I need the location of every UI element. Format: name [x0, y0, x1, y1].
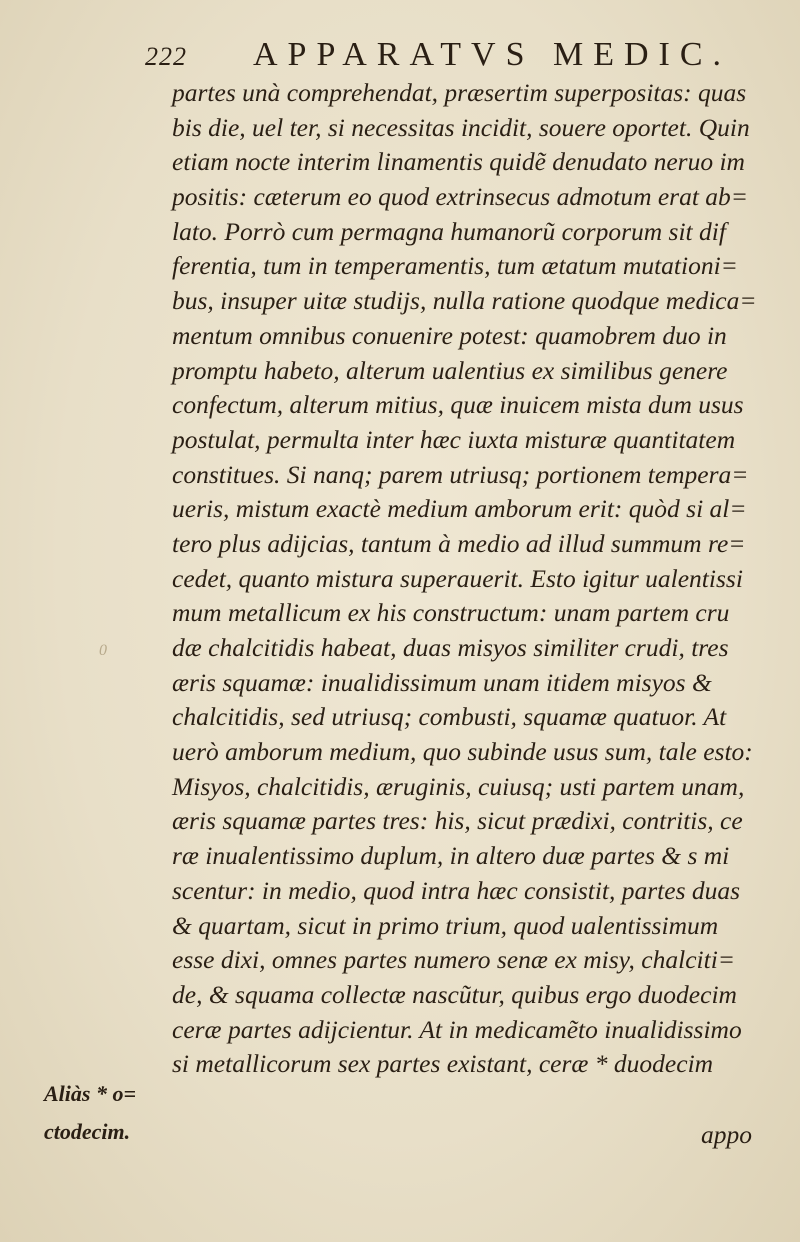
text-line: Misyos, chalcitidis, æruginis, cuiusq; usti partem unam,	[172, 771, 745, 801]
text-line: postulat, permulta inter hæc iuxta misturæ quantitatem	[172, 424, 736, 454]
text-line: confectum, alterum mitius, quæ inuicem mista dum usus	[172, 390, 744, 420]
text-line: mentum omnibus conuenire potest: quamobrem duo in	[172, 320, 727, 350]
text-line: esse dixi, omnes partes numero senæ ex misy, chalciti=	[172, 945, 735, 975]
text-line: constitues. Si nanq; parem utriusq; portionem tempera=	[172, 459, 749, 489]
text-line: æris squamæ partes tres: his, sicut prædixi, contritis, ce	[172, 806, 743, 836]
text-line: promptu habeto, alterum ualentius ex similibus genere	[172, 355, 728, 385]
text-line: etiam nocte interim linamentis quidẽ denudato neruo im	[172, 147, 745, 177]
text-line: uerò amborum medium, quo subinde usus sum, tale esto:	[172, 737, 753, 767]
text-line: lato. Porrò cum permagna humanorũ corporum sit dif	[172, 216, 726, 246]
margin-note: ctodecim.	[44, 1119, 131, 1144]
text-line: scentur: in medio, quod intra hæc consistit, partes duas	[172, 875, 741, 905]
catchword: appo	[701, 1120, 752, 1149]
text-line: ræ inualentissimo duplum, in altero duæ partes & s mi	[172, 841, 730, 871]
text-line: & quartam, sicut in primo trium, quod ualentissimum	[172, 910, 719, 940]
text-line: cedet, quanto mistura superauerit. Esto igitur ualentissi	[172, 563, 743, 593]
text-line: æris squamæ: inualidissimum unam itidem misyos &	[172, 667, 712, 697]
text-line: mum metallicum ex his constructum: unam partem cru	[172, 598, 730, 628]
text-line: bus, insuper uitæ studijs, nulla ratione quodque medica=	[172, 286, 757, 316]
text-line: bis die, uel ter, si necessitas incidit, souere oportet. Quin	[172, 112, 750, 142]
text-line: de, & squama collectæ nascũtur, quibus ergo duodecim	[172, 979, 737, 1009]
stray-mark: 0	[99, 642, 107, 659]
text-line: dæ chalcitidis habeat, duas misyos similiter crudi, tres	[172, 633, 729, 662]
body-text	[172, 76, 762, 1082]
text-line: tero plus adijcias, tantum à medio ad illud summum re=	[172, 528, 746, 558]
text-line: positis: cæterum eo quod extrinsecus admotum erat ab=	[172, 182, 749, 212]
running-title: APPARATVS MEDIC.	[253, 36, 732, 73]
page-header	[145, 32, 760, 76]
margin-note: Aliàs * o=	[44, 1081, 136, 1106]
text-line: ueris, mistum exactè medium amborum erit: quòd si al=	[172, 494, 747, 524]
text-line: si metallicorum sex partes existant, ceræ * duodecim	[172, 1049, 714, 1079]
text-line: ceræ partes adijcientur. At in medicamẽto inualidissimo	[172, 1014, 742, 1044]
text-line: partes unà comprehendat, præsertim superpositas: quas	[172, 78, 747, 107]
text-line: chalcitidis, sed utriusq; combusti, squamæ quatuor. At	[172, 702, 727, 732]
page-number: 222	[145, 42, 187, 71]
text-line: ferentia, tum in temperamentis, tum ætatum mutationi=	[172, 251, 738, 281]
